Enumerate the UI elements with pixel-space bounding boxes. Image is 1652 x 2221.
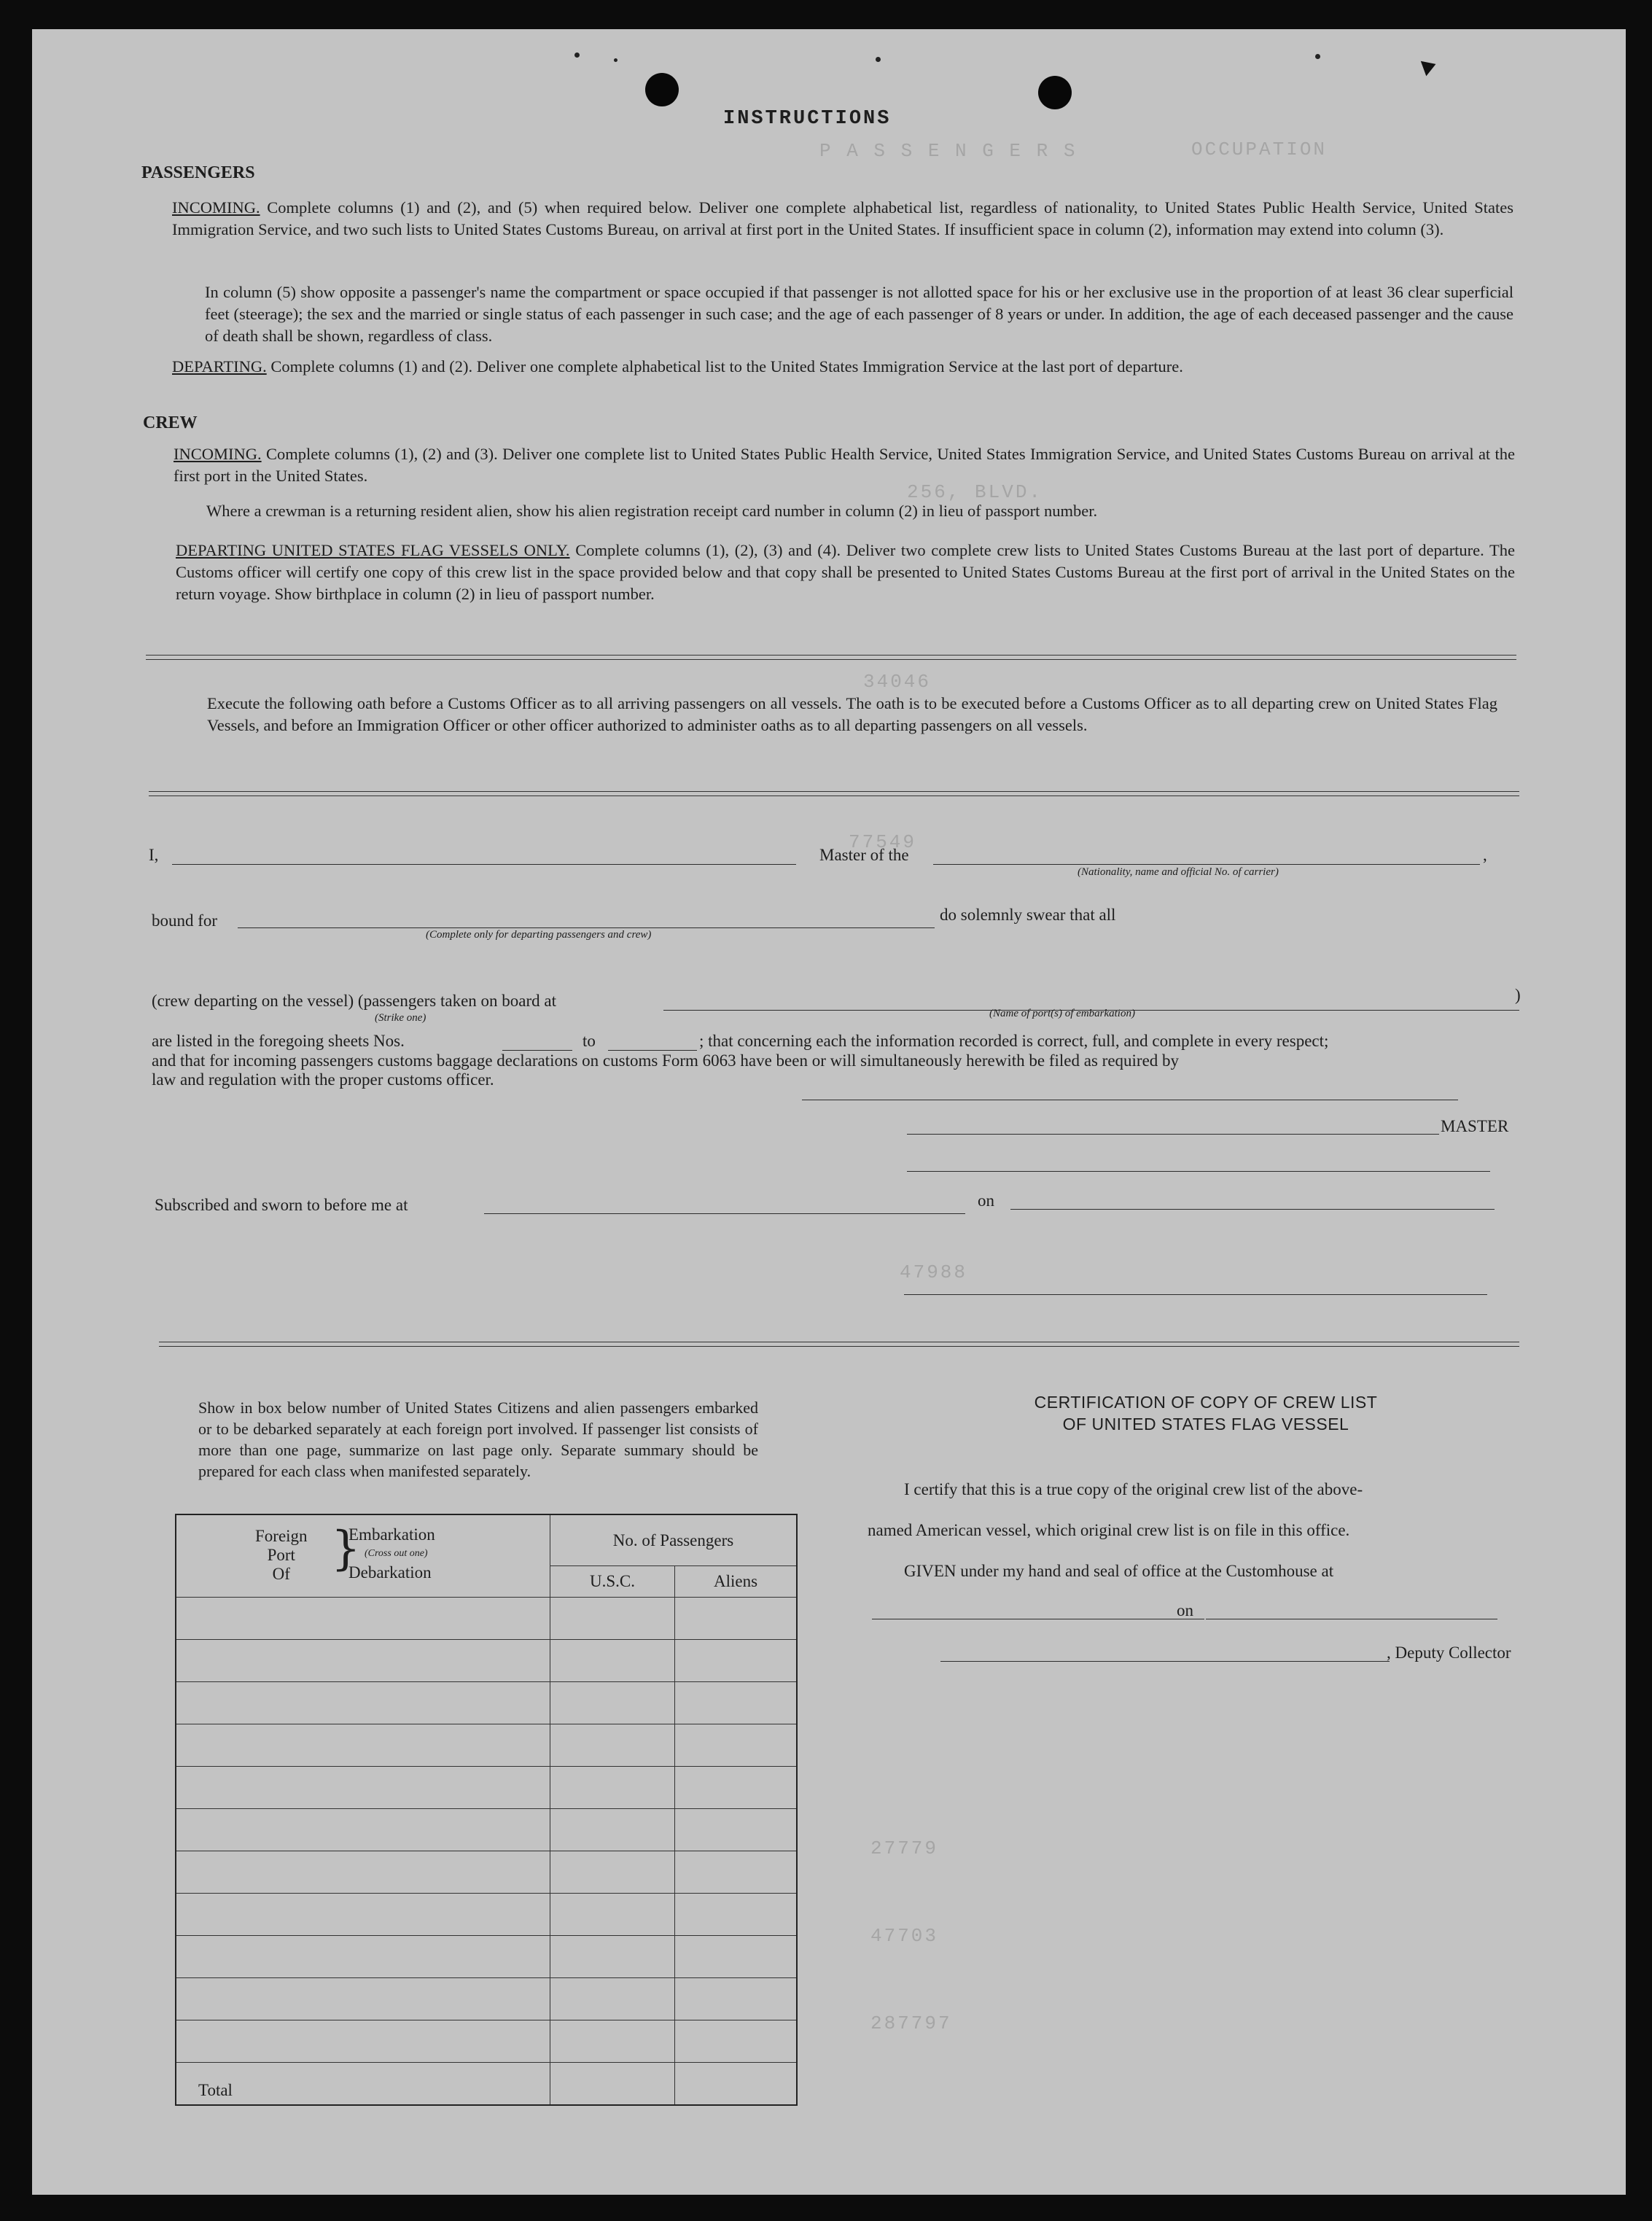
passengers-departing-text: Complete columns (1) and (2). Deliver one complete alphabetical list to the United States Immigration Service at the last port of departure. xyxy=(270,357,1183,376)
port-cell[interactable] xyxy=(176,1809,550,1851)
crew-alien-paragraph: Where a crewman is a returning resident alien, show his alien registration receipt card number in column (2) in lieu of passport number. xyxy=(206,502,1098,520)
passengers-incoming-paragraph xyxy=(172,197,1513,241)
brace-icon: } xyxy=(331,1522,361,1576)
bleed-through-text: 47988 xyxy=(900,1261,968,1283)
aliens-cell[interactable] xyxy=(675,1767,798,1809)
foreign-port-label xyxy=(255,1527,308,1584)
table-row xyxy=(176,1767,797,1809)
deputy-signature-field[interactable] xyxy=(940,1661,1390,1662)
bleed-through-text: OCCUPATION xyxy=(1191,139,1328,160)
certification-title xyxy=(914,1391,1497,1435)
bleed-through-text: 27779 xyxy=(870,1837,939,1859)
crew-departing-label: DEPARTING UNITED STATES FLAG VESSELS ONLY. xyxy=(176,541,570,559)
foreign-port-line1: Foreign xyxy=(255,1527,308,1545)
certification-title-line2: OF UNITED STATES FLAG VESSEL xyxy=(1062,1415,1349,1434)
table-row xyxy=(176,1640,797,1682)
no-passengers-header: No. of Passengers xyxy=(550,1514,798,1566)
port-cell[interactable] xyxy=(176,1724,550,1767)
certification-title-line1: CERTIFICATION OF COPY OF CREW LIST xyxy=(1034,1393,1378,1412)
certify-line1: I certify that this is a true copy of the original crew list of the above- xyxy=(904,1480,1363,1498)
aliens-cell[interactable] xyxy=(675,1978,798,2020)
usc-cell[interactable] xyxy=(550,1724,675,1767)
subscribed-label: Subscribed and sworn to before me at xyxy=(155,1196,408,1214)
usc-cell[interactable] xyxy=(550,1851,675,1894)
port-cell[interactable] xyxy=(176,1894,550,1936)
oath-i-label: I, xyxy=(149,846,159,864)
port-cell[interactable] xyxy=(176,1640,550,1682)
bleed-through-text: P A S S E N G E R S xyxy=(819,140,1078,162)
total-label xyxy=(176,2063,550,2105)
comma-mark: , xyxy=(1483,846,1487,864)
passenger-summary-table xyxy=(175,1514,798,2106)
table-row xyxy=(176,1851,797,1894)
total-label-text: Total xyxy=(198,2080,233,2099)
speck xyxy=(574,52,580,58)
table-row xyxy=(176,1682,797,1724)
port-cell[interactable] xyxy=(176,2020,550,2063)
aliens-header: Aliens xyxy=(675,1566,798,1598)
bleed-through-text: 287797 xyxy=(870,2012,952,2034)
officer-signature-field[interactable] xyxy=(904,1294,1487,1295)
crew-incoming-label: INCOMING. xyxy=(174,445,262,463)
punch-hole-right xyxy=(1038,76,1072,109)
sheet-from-field[interactable] xyxy=(502,1050,572,1051)
aliens-cell[interactable] xyxy=(675,2020,798,2063)
foreign-port-header xyxy=(176,1514,550,1598)
bleed-through-text: 34046 xyxy=(863,671,932,693)
section-divider xyxy=(149,791,1519,796)
port-cell[interactable] xyxy=(176,1978,550,2020)
carrier-caption: (Nationality, name and official No. of carrier) xyxy=(1078,866,1279,878)
sheets-to-label: to xyxy=(583,1032,596,1050)
usc-cell[interactable] xyxy=(550,1809,675,1851)
embarkation-label: Embarkation xyxy=(348,1525,435,1544)
signature-line-lower xyxy=(907,1171,1490,1172)
bound-for-caption: (Complete only for departing passengers and crew) xyxy=(426,929,652,941)
foreign-port-line3: Of xyxy=(272,1565,290,1583)
bleed-through-text: 256, BLVD. xyxy=(907,481,1043,503)
sworn-place-field[interactable] xyxy=(484,1213,965,1214)
ports-caption: (Name of port(s) of embarkation) xyxy=(989,1008,1135,1019)
table-row xyxy=(176,1936,797,1978)
total-usc-cell[interactable] xyxy=(550,2063,675,2105)
crew-departing-paragraph xyxy=(176,540,1515,605)
aliens-cell[interactable] xyxy=(675,1809,798,1851)
bound-for-field[interactable] xyxy=(238,927,935,928)
table-row xyxy=(176,1598,797,1640)
table-header-row xyxy=(176,1514,797,1566)
speck xyxy=(1315,54,1320,59)
port-cell[interactable] xyxy=(176,1851,550,1894)
usc-cell[interactable] xyxy=(550,1936,675,1978)
usc-cell[interactable] xyxy=(550,1598,675,1640)
aliens-cell[interactable] xyxy=(675,1598,798,1640)
cross-out-label: (Cross out one) xyxy=(365,1548,428,1559)
total-row xyxy=(176,2063,797,2105)
aliens-cell[interactable] xyxy=(675,1936,798,1978)
sworn-on-label: on xyxy=(978,1191,994,1210)
table-row xyxy=(176,2020,797,2063)
port-cell[interactable] xyxy=(176,1767,550,1809)
port-cell[interactable] xyxy=(176,1936,550,1978)
passengers-incoming-text: Complete columns (1) and (2), and (5) when required below. Deliver one complete alphabetical list, regardless of nationality, to United States Public Health Service, United States Immigration Service, and two such lists to United States Customs Bureau, on arrival at first port in the United States. If insufficient space in column (2), information may extend into column (3). xyxy=(172,198,1514,238)
aliens-cell[interactable] xyxy=(675,1851,798,1894)
passengers-column5-paragraph: In column (5) show opposite a passenger's name the compartment or space occupied if that passenger is not allotted space for his or her exclusive use in the proportion of at least 36 clear superficial feet (steerage); the sex and the married or single status of each passenger in such case; and the age of each passenger of 8 years or under. In addition, the age of each deceased passenger and the cause of death shall be shown, regardless of class. xyxy=(205,283,1513,345)
bleed-through-text: 77549 xyxy=(849,831,917,853)
page-title: INSTRUCTIONS xyxy=(723,108,892,130)
port-cell[interactable] xyxy=(176,1598,550,1640)
section-divider xyxy=(146,655,1516,660)
foreign-port-line2: Port xyxy=(267,1546,295,1564)
form-sheet xyxy=(32,29,1626,2195)
crew-incoming-text: Complete columns (1), (2) and (3). Deliver one complete list to United States Public Health Service, United States Immigration Service, and United States Customs Bureau on arrival at the first port in the United States. xyxy=(174,445,1515,485)
speck xyxy=(614,58,617,62)
passengers-incoming-label: INCOMING. xyxy=(172,198,260,217)
crew-departing-label: (crew departing on the vessel) (passengers taken on board at xyxy=(152,992,556,1010)
sheets-prefix: are listed in the foregoing sheets Nos. xyxy=(152,1032,405,1050)
aliens-cell[interactable] xyxy=(675,1894,798,1936)
usc-cell[interactable] xyxy=(550,1978,675,2020)
embarkation-option xyxy=(348,1525,435,1582)
table-row xyxy=(176,1894,797,1936)
master-name-field[interactable] xyxy=(172,864,796,865)
passengers-departing-label: DEPARTING. xyxy=(172,357,267,376)
sheets-suffix: ; that concerning each the information recorded is correct, full, and complete in every respect; xyxy=(699,1032,1329,1050)
aliens-cell[interactable] xyxy=(675,1724,798,1767)
certify-line2: named American vessel, which original crew list is on file in this office. xyxy=(868,1521,1350,1539)
speck xyxy=(876,57,881,62)
master-sign-label: MASTER xyxy=(1441,1117,1509,1135)
passengers-heading: PASSENGERS xyxy=(141,163,255,182)
table-row xyxy=(176,1809,797,1851)
cert-on-label: on xyxy=(1177,1601,1193,1619)
crew-heading: CREW xyxy=(143,413,198,432)
solemnly-swear-label: do solemnly swear that all xyxy=(940,906,1116,924)
punch-hole-left xyxy=(645,73,679,106)
crew-incoming-paragraph xyxy=(174,443,1515,487)
table-row xyxy=(176,1978,797,2020)
master-signature-field[interactable] xyxy=(907,1134,1439,1135)
section-divider xyxy=(159,1342,1519,1347)
total-aliens-cell[interactable] xyxy=(675,2063,798,2105)
deputy-collector-label: , Deputy Collector xyxy=(1387,1644,1511,1662)
usc-cell[interactable] xyxy=(550,1767,675,1809)
oath-intro: Execute the following oath before a Customs Officer as to all arriving passengers on all vessels. The oath is to be executed before a Customs Officer as to all departing crew on United States Flag Vessels, and before an Immigration Officer or other officer authorized to administer oaths as to all departing passengers on all vessels. xyxy=(207,694,1497,734)
usc-cell[interactable] xyxy=(550,1682,675,1724)
carrier-field[interactable] xyxy=(933,864,1480,865)
declaration-line3: law and regulation with the proper customs officer. xyxy=(152,1070,494,1089)
sheet-to-field[interactable] xyxy=(608,1050,697,1051)
usc-cell[interactable] xyxy=(550,1894,675,1936)
table-row xyxy=(176,1724,797,1767)
debarkation-label: Debarkation xyxy=(348,1563,432,1582)
sworn-date-field[interactable] xyxy=(1010,1209,1495,1210)
summary-instructions: Show in box below number of United States Citizens and alien passengers embarked or to be debarked separately at each foreign port involved. If passenger list consists of more than one page, summarize on last page only. Separate summary should be prepared for each class when manifested separately. xyxy=(198,1399,758,1480)
usc-cell[interactable] xyxy=(550,1640,675,1682)
crew-departing-text: Complete columns (1), (2), (3) and (4). Deliver two complete crew lists to United States Customs Bureau at the last port of departure. The Customs officer will certify one copy of this crew list in the space provided below and that copy shall be presented to United States Customs Bureau at the first port of arrival in the United States on the return voyage. Show birthplace in column (2) in lieu of passport number. xyxy=(176,541,1516,603)
aliens-cell[interactable] xyxy=(675,1640,798,1682)
corner-mark xyxy=(1421,57,1438,77)
passengers-departing-paragraph xyxy=(172,356,1513,378)
given-text: GIVEN under my hand and seal of office at the Customhouse at xyxy=(904,1562,1334,1580)
close-paren: ) xyxy=(1515,986,1521,1004)
usc-header: U.S.C. xyxy=(550,1566,675,1598)
bleed-through-text: 47703 xyxy=(870,1925,939,1947)
strike-one-caption: (Strike one) xyxy=(375,1012,426,1024)
master-of-label: Master of the xyxy=(819,846,909,864)
aliens-cell[interactable] xyxy=(675,1682,798,1724)
port-cell[interactable] xyxy=(176,1682,550,1724)
usc-cell[interactable] xyxy=(550,2020,675,2063)
declaration-line2: and that for incoming passengers customs baggage declarations on customs Form 6063 have been or will simultaneously herewith be filed as required by xyxy=(152,1051,1180,1070)
bound-for-label: bound for xyxy=(152,911,218,930)
